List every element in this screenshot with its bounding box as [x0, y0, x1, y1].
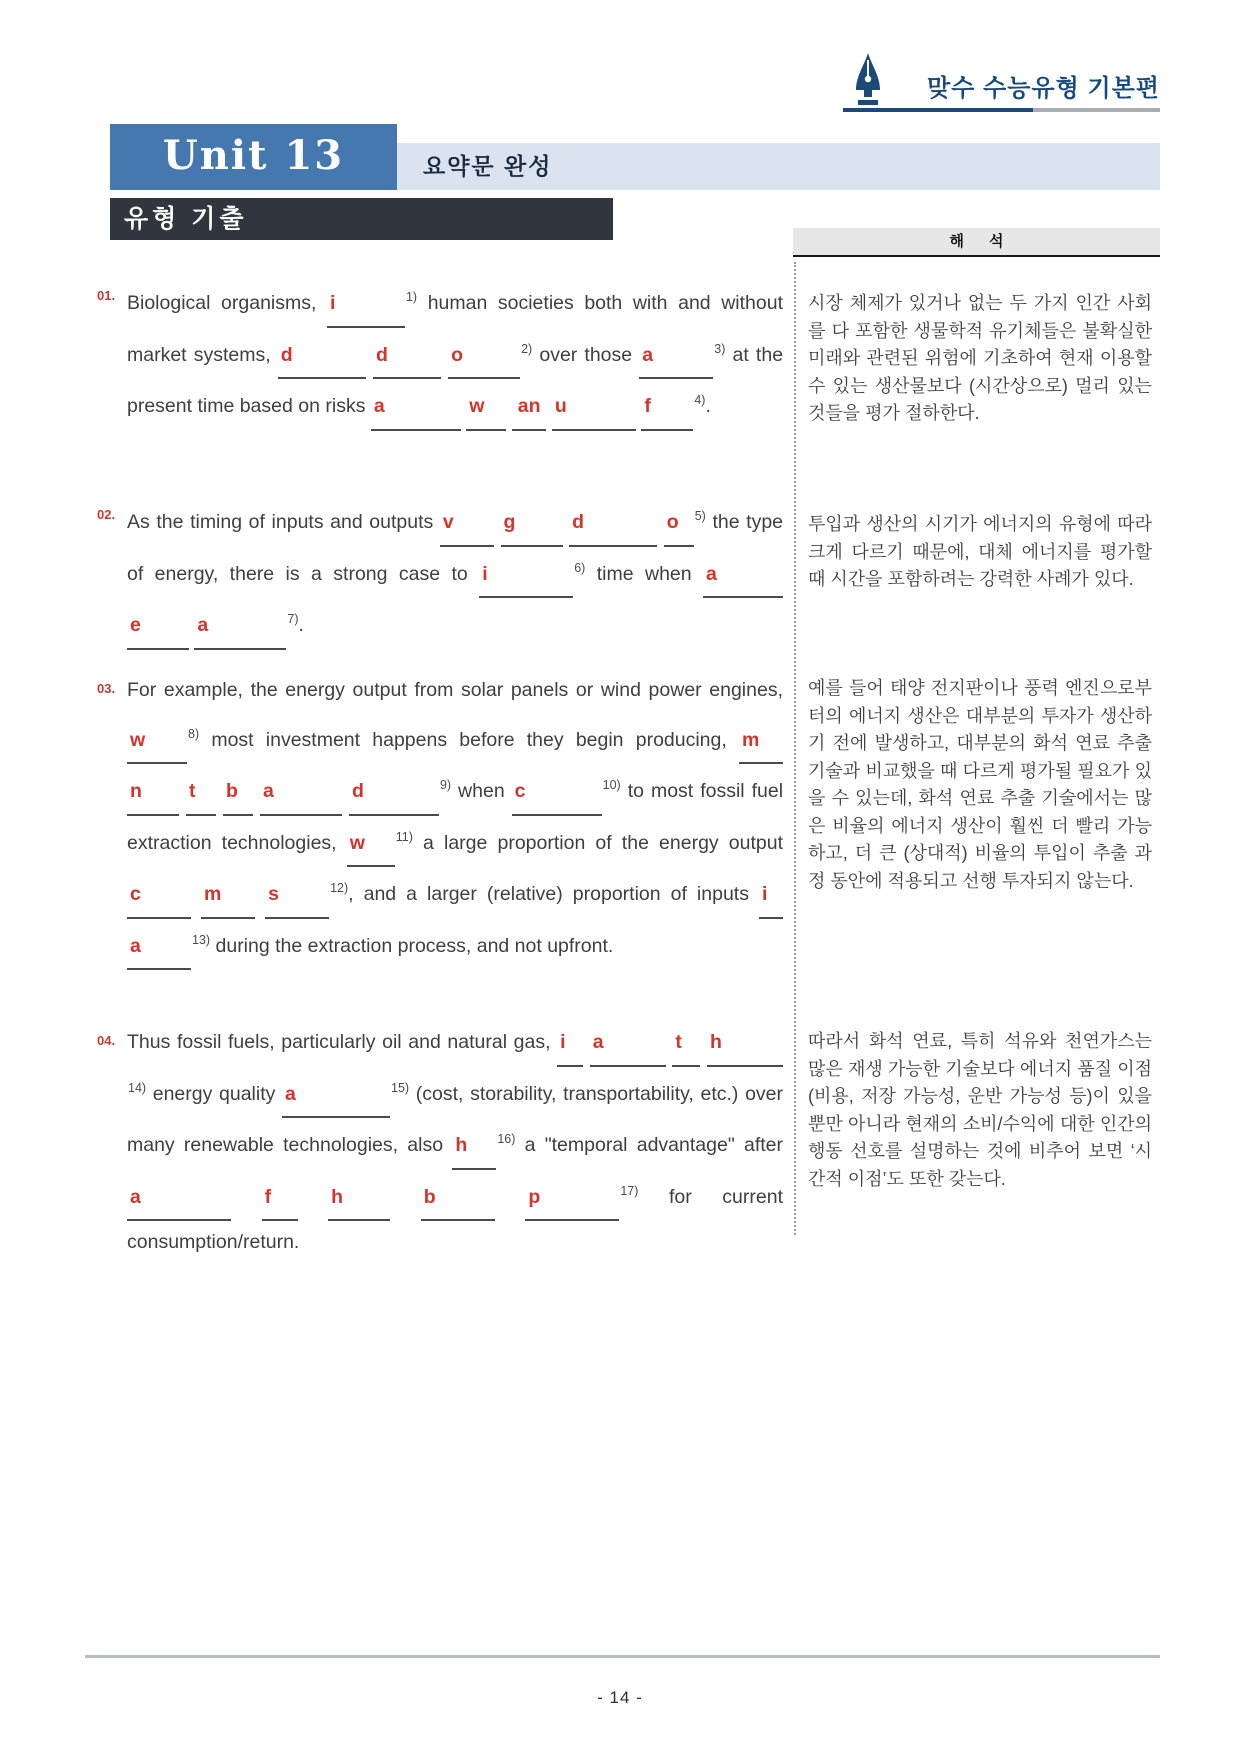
fill-blank: i — [759, 873, 783, 919]
fill-blank: w — [127, 719, 187, 765]
question-item-02 — [97, 495, 784, 650]
fill-blank: b — [421, 1176, 495, 1222]
section-label-text: 유형 기출 — [124, 205, 248, 233]
korean-translation: 따라서 화석 연료, 특히 석유와 천연가스는 많은 재생 가능한 기술보다 에너지 품질 이점(비용, 저장 가능성, 운반 가능성 등)이 있을 뿐만 아니라 현재의 소비/수익에 대한 인간의 행동 선호를 설명하는 것에 비추어 보면 ‘시간적 이점’도 또한 갖는다. — [808, 1031, 1152, 1189]
fill-blank: h — [452, 1124, 496, 1170]
fill-blank: t — [672, 1021, 700, 1067]
blank-number: 1) — [405, 290, 418, 304]
word: when — [458, 780, 505, 802]
unit-badge — [110, 124, 397, 190]
item-number: 04. — [97, 1033, 116, 1048]
fill-blank: m — [201, 873, 255, 919]
blank-number: 14) — [128, 1080, 147, 1095]
fill-blank: u — [552, 385, 636, 431]
fill-blank: a — [371, 385, 461, 431]
fill-blank: o — [664, 501, 694, 547]
word: (cost, storability, transportability, etc.) over many renewable technologies, also — [127, 1082, 783, 1156]
english-paragraph: For example, the energy output from solar panels or wind power engines, w $^{8)}$ most investment happens before they begin producing, m n t b a d $^{9)}$ when c $^{10)}$ to most fossil fuel extraction technologies, w $^{11)}$ a large proportion of the energy output c m s $^{12)}$, and a larger (relative) proportion of inputs i a $^{13)}$ during the extraction process, and not upfront. — [127, 669, 783, 970]
english-paragraph: Biological organisms, i $^{1)}$ human societies both with and without market systems, d d o $^{2)}$ over those a $^{3)}$ at the present time based on risks a w an u f $^{4)}$. — [127, 276, 783, 431]
fill-blank: g — [501, 501, 563, 547]
pen-nib-icon — [849, 52, 887, 112]
fill-blank: e — [127, 604, 189, 650]
blank-number: 10) — [602, 778, 621, 792]
blank-number: 5) — [694, 509, 706, 523]
blank-number: 12) — [330, 881, 349, 895]
fill-blank: i — [327, 282, 405, 328]
word: a large proportion of the energy output — [423, 831, 784, 854]
question-item-03 — [97, 669, 784, 970]
word: for current consumption/return. — [127, 1185, 783, 1253]
korean-translation: 시장 체제가 있거나 없는 두 가지 인간 사회를 다 포함한 생물학적 유기체들은 불확실한 미래와 관련된 위험에 기초하여 현재 이용할 수 있는 생산물보다 (시간상으로) 멀리 있는 것들을 평가 절하한다. — [808, 293, 1152, 423]
word: most investment happens before they begin producing, — [211, 728, 727, 751]
given-word: an — [512, 385, 547, 431]
fill-blank: d — [278, 334, 366, 380]
unit-label: Unit 13 — [162, 132, 345, 179]
fill-blank: b — [223, 770, 253, 816]
unit-subtitle-bar — [395, 143, 1160, 190]
fill-blank: d — [373, 334, 441, 380]
word: For example, the energy output from solar panels or wind power engines, — [127, 679, 783, 701]
fill-blank: c — [512, 770, 602, 816]
section-label — [110, 198, 613, 240]
word: Biological organisms, — [127, 292, 317, 314]
korean-translation: 투입과 생산의 시기가 에너지의 유형에 따라 크게 다르기 때문에, 대체 에너지를 평가할 때 시간을 포함하려는 강력한 사례가 있다. — [808, 514, 1152, 589]
word: the type of energy, there is a strong case to — [127, 511, 784, 585]
fill-blank: f — [641, 385, 693, 431]
footer-rule — [85, 1655, 1160, 1658]
word: human societies both with and without market systems, — [127, 292, 783, 366]
word: Thus fossil fuels, particularly oil and natural gas, — [127, 1031, 551, 1053]
fill-blank: i — [479, 553, 573, 599]
fill-blank: a — [260, 770, 342, 816]
fill-blank: h — [707, 1021, 783, 1067]
korean-translation: 예를 들어 태양 전지판이나 풍력 엔진으로부터의 에너지 생산은 대부분의 투자가 생산하기 전에 발생하고, 대부분의 화석 연료 추출 기술과 비교했을 때 다르게 평가될 필요가 있을 수 있는데, 화석 연료 추출 기술에서는 많은 비율의 에너지 생산이 훨씬 더 빨리 가능하고, 더 큰 (상대적) 비율의 투입이 추출 과정 동안에 적용되고 선행 투자되지 않는다. — [808, 678, 1152, 891]
fill-blank: n — [127, 770, 179, 816]
question-item-01 — [97, 276, 784, 431]
header-rule-dark — [843, 108, 1033, 112]
english-paragraph: As the timing of inputs and outputs v g d o $^{5)}$ the type of energy, there is a strong case to i $^{6)}$ time when a e a $^{7)}$. — [127, 495, 783, 650]
item-number: 03. — [97, 681, 116, 696]
word: a "temporal advantage" after — [524, 1134, 784, 1156]
translation-header — [793, 228, 1160, 257]
blank-number: 7) — [287, 612, 299, 626]
blank-number: 2) — [521, 341, 533, 356]
english-paragraph — [127, 1021, 783, 1265]
header-rule-light — [1033, 108, 1160, 112]
blank-number: 6) — [574, 560, 586, 575]
word: time when — [596, 562, 692, 585]
blank-number: 13) — [192, 932, 211, 947]
fill-blank: w — [466, 385, 506, 431]
fill-blank: f — [262, 1176, 298, 1222]
blank-number: 15) — [391, 1080, 410, 1095]
brand-title: 맞수 수능유형 기본편 — [927, 75, 1160, 102]
item-number: 02. — [97, 507, 116, 522]
question-item-04 — [97, 1021, 784, 1265]
translation-header-label: 해 석 — [949, 233, 1004, 250]
blank-number: 3) — [714, 341, 726, 356]
word: energy quality — [152, 1082, 276, 1105]
blank-number: 17) — [620, 1183, 639, 1198]
page-number: - 14 - — [597, 1688, 643, 1707]
word: during the extraction process, and not upfront. — [215, 934, 614, 957]
fill-blank: i — [557, 1021, 583, 1067]
blank-number: 9) — [439, 778, 452, 792]
fill-blank: a — [194, 604, 286, 650]
item-number: 01. — [97, 288, 116, 303]
fill-blank: t — [186, 770, 216, 816]
unit-subtitle: 요약문 완성 — [423, 153, 553, 179]
fill-blank: a — [639, 334, 713, 380]
fill-blank: d — [349, 770, 439, 816]
fill-blank: a — [590, 1021, 666, 1067]
word: at the present time based on risks — [127, 343, 784, 417]
fill-blank: d — [569, 501, 657, 547]
fill-blank: c — [127, 873, 191, 919]
fill-blank: a — [282, 1073, 390, 1119]
word: As the timing of inputs and outputs — [127, 511, 434, 533]
word: to most fossil fuel extraction technologies, — [127, 780, 784, 854]
fill-blank: m — [739, 719, 783, 765]
fill-blank: a — [127, 925, 191, 971]
fill-blank: h — [328, 1176, 390, 1222]
fill-blank: a — [703, 553, 783, 599]
fill-blank: v — [440, 501, 494, 547]
column-divider — [794, 262, 796, 1235]
fill-blank: a — [127, 1176, 231, 1222]
fill-blank: p — [525, 1176, 619, 1222]
blank-number: 11) — [395, 829, 413, 844]
fill-blank: o — [448, 334, 520, 380]
fill-blank: s — [265, 873, 329, 919]
blank-number: 4) — [694, 393, 706, 407]
word: over those — [539, 343, 633, 366]
blank-number: 16) — [497, 1132, 516, 1146]
fill-blank: w — [347, 822, 395, 868]
blank-number: 8) — [188, 726, 200, 741]
word: and a larger (relative) proportion of inputs — [363, 883, 749, 905]
